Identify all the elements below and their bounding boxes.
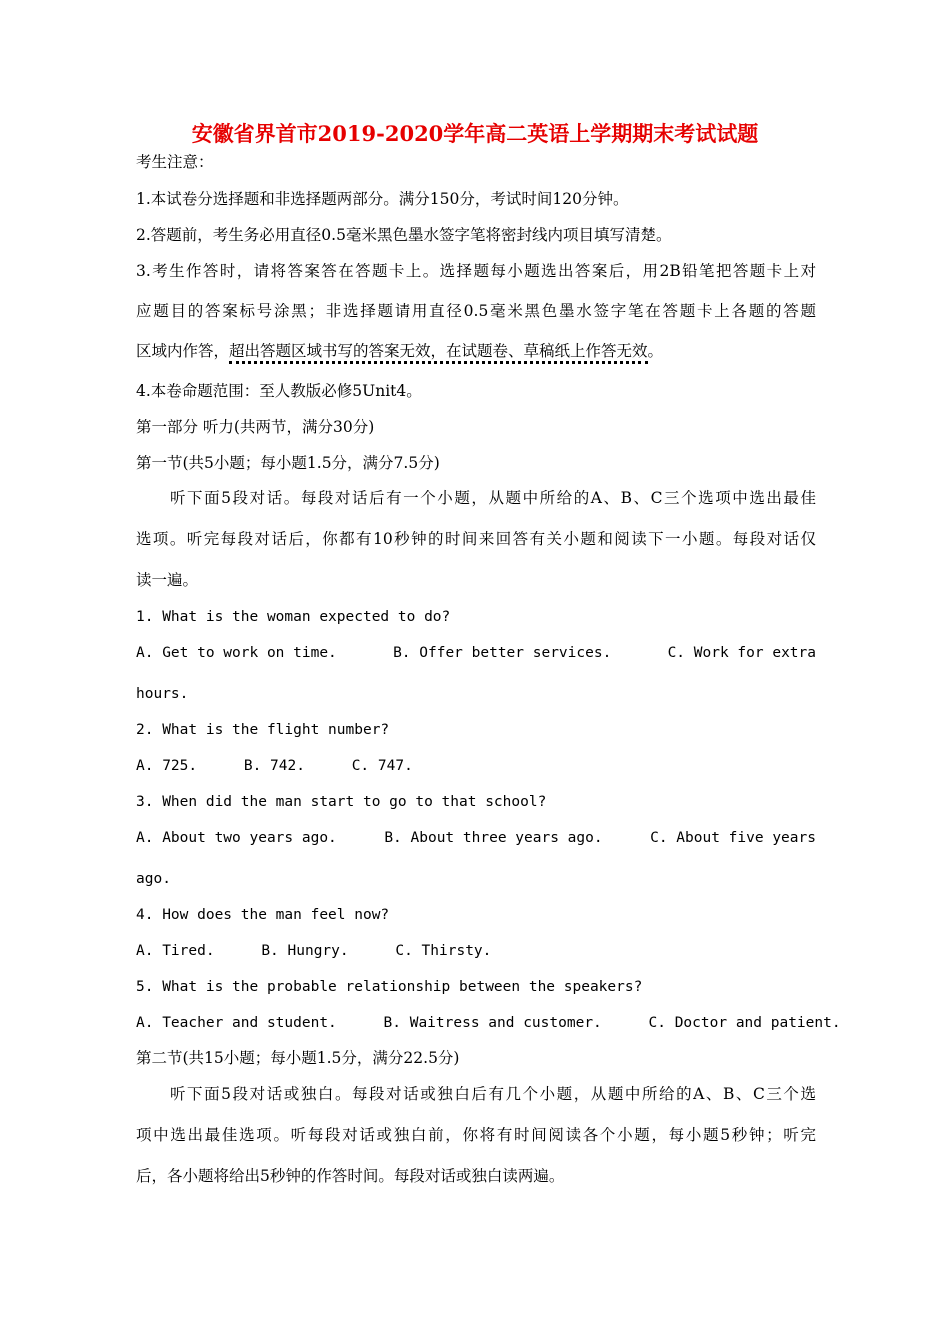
question-4-option-c: C. Thirsty. [395, 943, 492, 959]
notice-item-2: 2.答题前，考生务必用直径0.5毫米黑色墨水签字笔将密封线内项目填写清楚。 [136, 226, 672, 244]
question-2: 2. What is the flight number? [136, 722, 390, 738]
question-2-option-b: B. 742. [243, 758, 305, 774]
section1-instructions-line-1: 听下面5段对话。每段对话后有一个小题，从题中所给的A、B、C三个选项中选出最佳 [170, 489, 816, 507]
question-3-option-c-continued: ago. [136, 871, 171, 887]
section1-instructions-line-2: 选项。听完每段对话后，你都有10秒钟的时间来回答有关小题和阅读下一小题。每段对话仅 [136, 530, 816, 548]
question-1-option-b: B. Offer better services. [393, 645, 612, 661]
question-2-option-a: A. 725. [136, 758, 198, 774]
question-3: 3. When did the man start to go to that school? [136, 794, 547, 810]
notice-item-3-line-2: 应题目的答案标号涂黑；非选择题请用直径0.5毫米黑色墨水签字笔在答题卡上各题的答题 [136, 302, 816, 320]
question-2-option-c: C. 747. [351, 758, 413, 774]
section2-heading: 第二节(共15小题；每小题1.5分，满分22.5分) [136, 1049, 460, 1067]
question-5-option-c: C. Doctor and patient. [648, 1015, 841, 1031]
notice-item-3-pre: 区域内作答， [136, 342, 230, 360]
question-1-options [136, 642, 816, 664]
notice-item-3-line-3 [136, 340, 816, 362]
section2-instructions-line-1: 听下面5段对话或独白。每段对话或独白后有几个小题，从题中所给的A、B、C三个选 [170, 1085, 816, 1103]
question-4-option-a: A. Tired. [136, 943, 215, 959]
notice-item-3-post: 。 [647, 342, 664, 360]
question-4: 4. How does the man feel now? [136, 907, 390, 923]
section1-heading: 第一节(共5小题；每小题1.5分，满分7.5分) [136, 454, 440, 472]
notice-item-3-line-1: 3.考生作答时，请将答案答在答题卡上。选择题每小题选出答案后，用2B铅笔把答题卡上对 [136, 262, 816, 280]
question-3-option-c: C. About five years [650, 830, 816, 846]
section1-instructions-line-3: 读一遍。 [136, 571, 199, 589]
question-5-option-a: A. Teacher and student. [136, 1015, 337, 1031]
question-1: 1. What is the woman expected to do? [136, 609, 451, 625]
question-2-options [136, 755, 816, 777]
question-3-options [136, 827, 816, 849]
question-3-option-b: B. About three years ago. [384, 830, 603, 846]
notice-item-4: 4.本卷命题范围：至人教版必修5Unit4。 [136, 382, 422, 400]
section2-instructions-line-3: 后，各小题将给出5秒钟的作答时间。每段对话或独白读两遍。 [136, 1167, 565, 1185]
question-4-option-b: B. Hungry. [261, 943, 349, 959]
question-1-option-c: C. Work for extra [667, 645, 816, 661]
notice-heading: 考生注意： [136, 153, 214, 171]
question-5-option-b: B. Waitress and customer. [383, 1015, 602, 1031]
exam-title: 安徽省界首市2019-2020学年高二英语上学期期末考试试题 [191, 121, 759, 146]
question-1-option-c-continued: hours. [136, 686, 189, 702]
question-5: 5. What is the probable relationship between the speakers? [136, 979, 643, 995]
part1-heading: 第一部分 听力(共两节，满分30分) [136, 418, 375, 436]
section2-instructions-line-2: 项中选出最佳选项。听每段对话或独白前，你将有时间阅读各个小题，每小题5秒钟；听完 [136, 1126, 816, 1144]
question-1-option-a: A. Get to work on time. [136, 645, 337, 661]
question-4-options [136, 940, 816, 962]
notice-item-3-emphasis: 超出答题区域书写的答案无效，在试题卷、草稿纸上作答无效 [229, 342, 648, 364]
question-5-options [136, 1012, 841, 1034]
notice-item-1: 1.本试卷分选择题和非选择题两部分。满分150分，考试时间120分钟。 [136, 190, 629, 208]
question-3-option-a: A. About two years ago. [136, 830, 337, 846]
